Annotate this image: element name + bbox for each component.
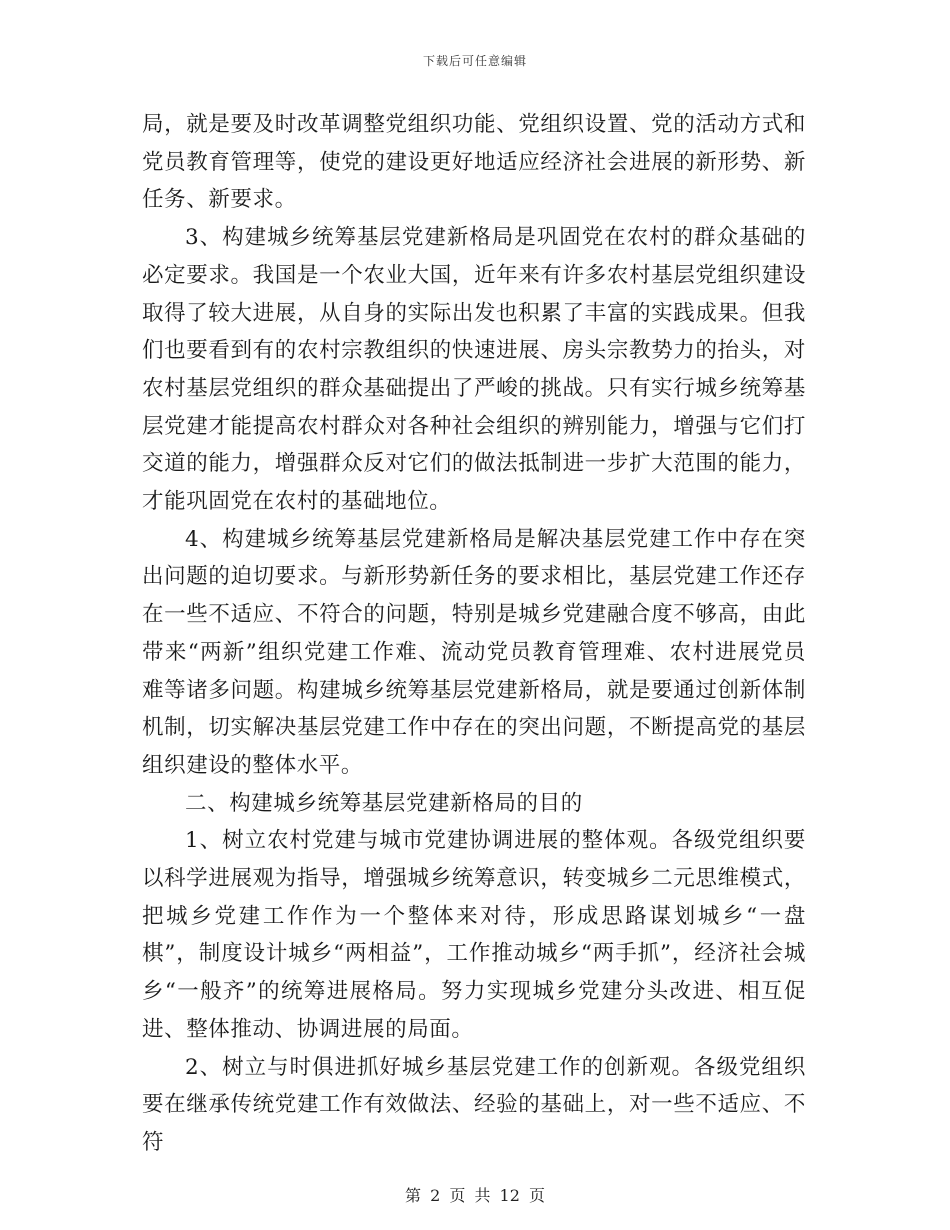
paragraph-point-4: 4、构建城乡统筹基层党建新格局是解决基层党建工作中存在突出问题的迫切要求。与新形势新任务的要求相比，基层党建工作还存在一些不适应、不符合的问题，特别是城乡党建融合度不够高，由此带来“两新”组织党建工作难、流动党员教育管理难、农村进展党员难等诸多问题。构建城乡统筹基层党建新格局，就是要通过创新体制机制，切实解决基层党建工作中存在的突出问题，不断提高党的基层组织建设的整体水平。: [142, 526, 806, 778]
page-footer: 第 2 页 共 12 页: [405, 1186, 545, 1205]
section-heading-purpose: 二、构建城乡统筹基层党建新格局的目的: [185, 790, 583, 816]
paragraph-point-3: 3、构建城乡统筹基层党建新格局是巩固党在农村的群众基础的必定要求。我国是一个农业大国，近年来有许多农村基层党组织建设取得了较大进展，从自身的实际出发也积累了丰富的实践成果。但我们也要看到有的农村宗教组织的快速进展、房头宗教势力的抬头，对农村基层党组织的群众基础提出了严峻的挑战。只有实行城乡统筹基层党建才能提高农村群众对各种社会组织的辨别能力，增强与它们打交道的能力，增强群众反对它们的做法抵制进一步扩大范围的能力，才能巩固党在农村的基础地位。: [142, 225, 806, 515]
paragraph-purpose-1: 1、树立农村党建与城市党建协调进展的整体观。各级党组织要以科学进展观为指导，增强城乡统筹意识，转变城乡二元思维模式，把城乡党建工作作为一个整体来对待，形成思路谋划城乡“一盘棋”，制度设计城乡“两相益”，工作推动城乡“两手抓”，经济社会城乡“一般齐”的统筹进展格局。努力实现城乡党建分头改进、相互促进、整体推动、协调进展的局面。: [142, 828, 806, 1042]
page-header: 下载后可任意编辑: [422, 54, 527, 68]
paragraph-purpose-2: 2、树立与时俱进抓好城乡基层党建工作的创新观。各级党组织要在继承传统党建工作有效做法、经验的基础上，对一些不适应、不符: [142, 1054, 806, 1155]
document-body: [142, 106, 806, 1162]
paragraph-continuation: 局，就是要及时改革调整党组织功能、党组织设置、党的活动方式和党员教育管理等，使党的建设更好地适应经济社会进展的新形势、新任务、新要求。: [142, 112, 806, 213]
